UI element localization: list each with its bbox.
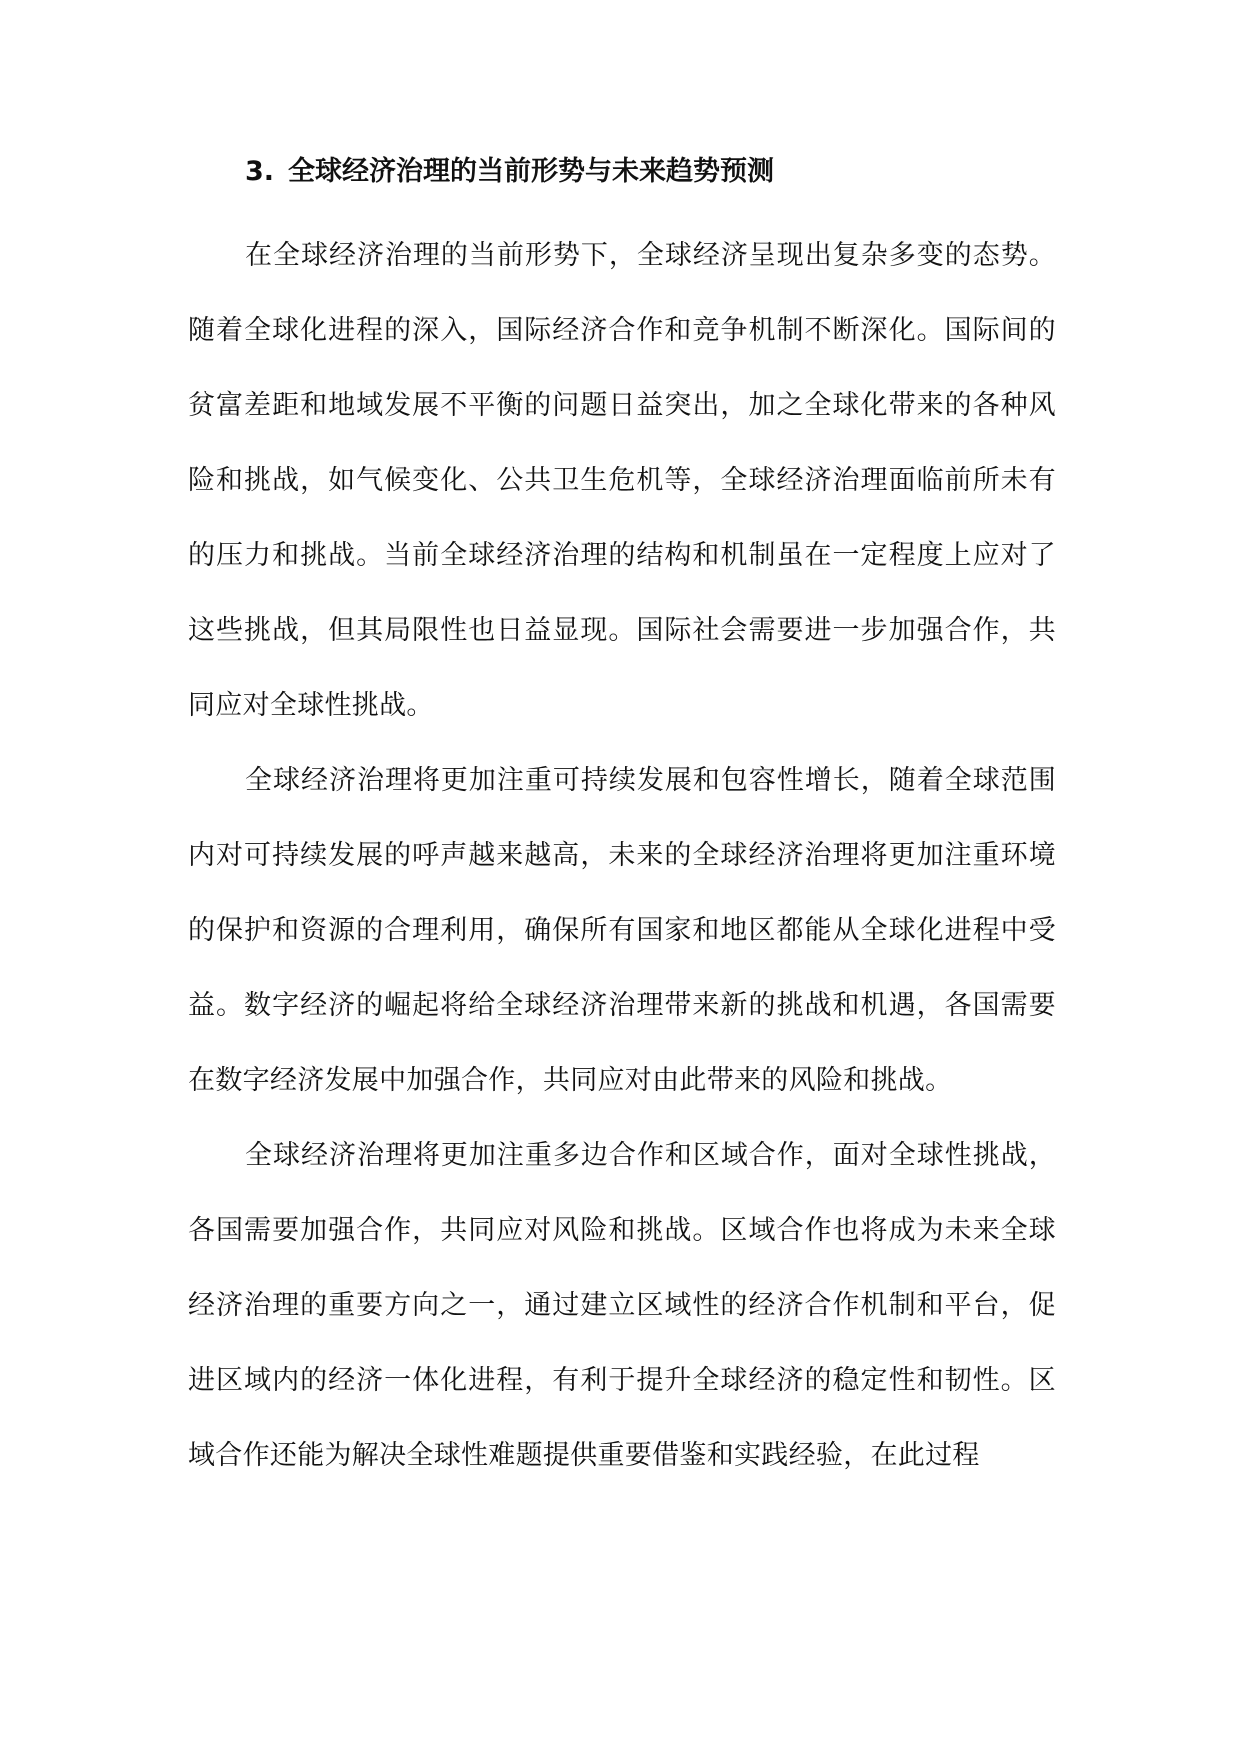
section-number: 3. — [245, 156, 275, 187]
document-body — [188, 218, 1056, 1493]
paragraph-sustainable-development: 全球经济治理将更加注重可持续发展和包容性增长，随着全球范围内对可持续发展的呼声越来越高，未来的全球经济治理将更加注重环境的保护和资源的合理利用，确保所有国家和地区都能从全球化进程中受益。数字经济的崛起将给全球经济治理带来新的挑战和机遇，各国需要在数字经济发展中加强合作，共同应对由此带来的风险和挑战。 — [188, 765, 1056, 1096]
paragraph-multilateral-cooperation: 全球经济治理将更加注重多边合作和区域合作，面对全球性挑战，各国需要加强合作，共同应对风险和挑战。区域合作也将成为未来全球经济治理的重要方向之一，通过建立区域性的经济合作机制和平台，促进区域内的经济一体化进程，有利于提升全球经济的稳定性和韧性。区域合作还能为解决全球性难题提供重要借鉴和实践经验，在此过程 — [188, 1140, 1056, 1471]
paragraph-current-situation: 在全球经济治理的当前形势下，全球经济呈现出复杂多变的态势。随着全球化进程的深入，国际经济合作和竞争机制不断深化。国际间的贫富差距和地域发展不平衡的问题日益突出，加之全球化带来的各种风险和挑战，如气候变化、公共卫生危机等，全球经济治理面临前所未有的压力和挑战。当前全球经济治理的结构和机制虽在一定程度上应对了这些挑战，但其局限性也日益显现。国际社会需要进一步加强合作，共同应对全球性挑战。 — [188, 240, 1056, 721]
section-title: 全球经济治理的当前形势与未来趋势预测 — [288, 156, 775, 187]
section-heading — [245, 152, 1065, 192]
